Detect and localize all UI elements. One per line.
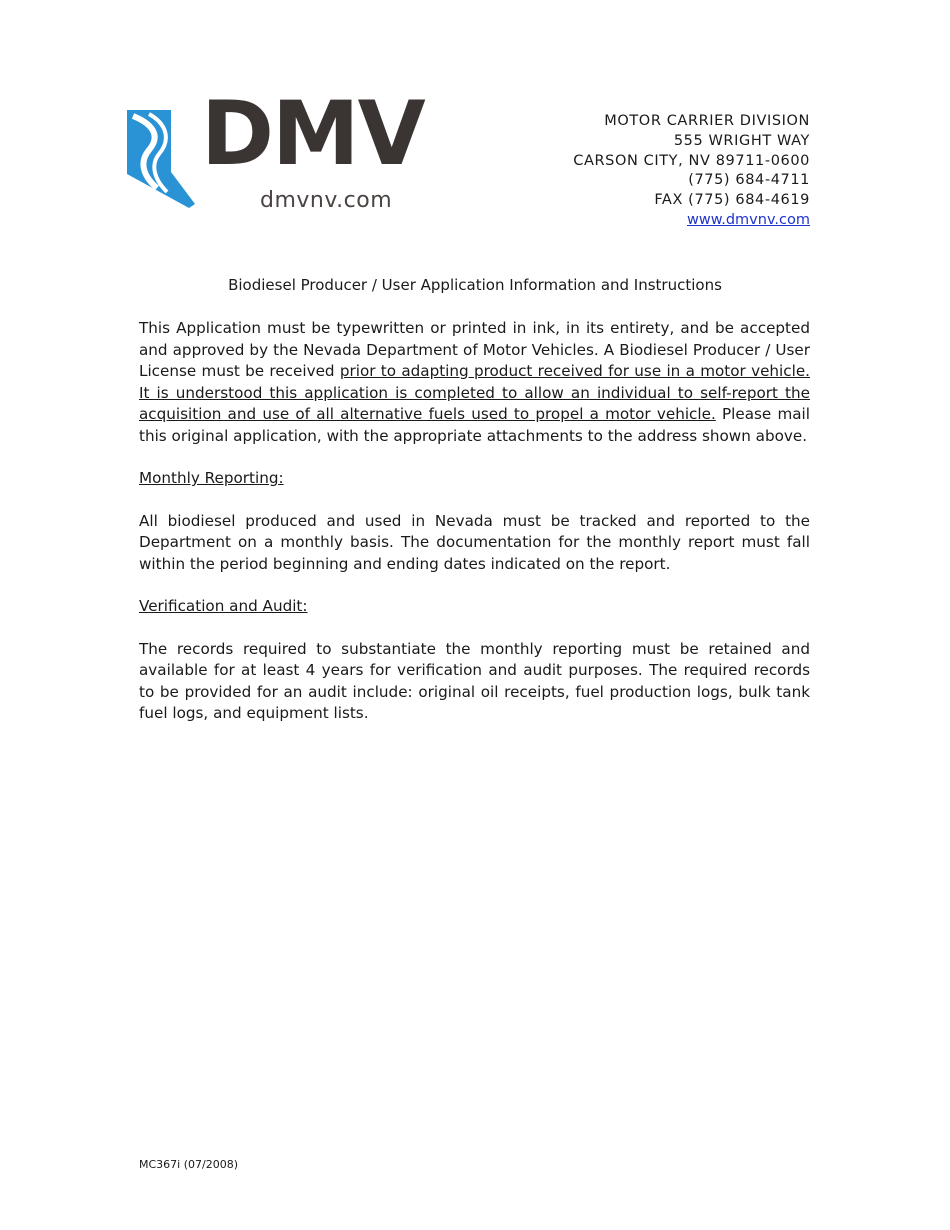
website-link[interactable]: www.dmvnv.com — [687, 211, 810, 228]
section-heading-verification-audit: Verification and Audit: — [139, 597, 308, 615]
logo-url-text: dmvnv.com — [260, 188, 393, 213]
logo-wordmark: DMV — [201, 82, 424, 185]
address-line-street: 555 WRIGHT WAY — [673, 132, 810, 149]
division-address — [573, 112, 810, 231]
address-line-phone: (775) 684-4711 — [688, 172, 810, 189]
nevada-road-logo-icon — [127, 106, 195, 208]
section-body-verification-audit: The records required to substantiate the monthly reporting must be retained and available for at least 4 years for verification and audit purposes. The required records to be provided for an audit include: original oil receipts, fuel production logs, bulk tank fuel logs, and equipment lists. — [139, 639, 810, 722]
form-number: MC367i (07/2008) — [139, 1158, 238, 1171]
section-heading-monthly-reporting: Monthly Reporting: — [139, 469, 284, 487]
intro-text-start: This Application must be typewritten or printed in ink, in its entirety, and be accepted and approved by the Nevada Department of Motor Vehicles. A Biodiesel Producer / User License must be received — [139, 319, 810, 380]
intro-text-end: Please mail this original application, with the appropriate attachments to the address shown above. — [139, 405, 811, 445]
section-body-monthly-reporting: All biodiesel produced and used in Nevada must be tracked and reported to the Department on a monthly basis. The documentation for the monthly report must fall within the period beginning and ending dates indicated on the report. — [139, 511, 810, 573]
intro-paragraph — [139, 318, 810, 447]
address-line-fax: FAX (775) 684-4619 — [654, 192, 810, 209]
address-line-city: CARSON CITY, NV 89711-0600 — [573, 152, 810, 169]
page-title: Biodiesel Producer / User Application Information and Instructions — [228, 276, 722, 294]
document-body — [139, 318, 810, 725]
address-line-division: MOTOR CARRIER DIVISION — [604, 113, 810, 129]
dmv-logo — [127, 82, 467, 214]
intro-underlined-text: prior to adapting product received for use in a motor vehicle. It is understood this application is completed to allow an individual to self-report the acquisition and use of all alternative fuels used to propel a motor vehicle. — [139, 362, 811, 423]
